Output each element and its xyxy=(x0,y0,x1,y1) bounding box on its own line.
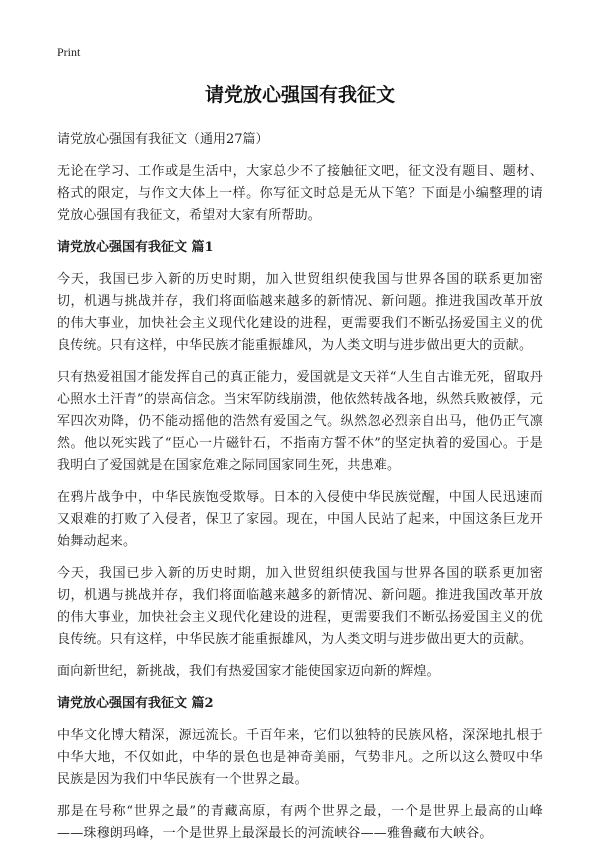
intro-paragraph: 无论在学习、工作或是生活中，大家总少不了接触征文吧，征文没有题目、题材、格式的限定，与作文大体上一样。你写征文时总是无从下笔？下面是小编整理的请党放心强国有我征文，希望对大家有所帮助。 xyxy=(57,164,543,223)
section-2 xyxy=(57,693,543,845)
section-heading: 请党放心强国有我征文 篇2 xyxy=(57,696,214,711)
paragraph: 那是在号称“世界之最”的青藏高原，有两个世界之最，一个是世界上最高的山峰——珠穆朗玛峰，一个是世界上最深最长的河流峡谷——雅鲁藏布大峡谷。 xyxy=(57,804,543,841)
paragraph: 面向新世纪，新挑战，我们有热爱国家才能使国家迈向新的辉煌。 xyxy=(57,664,440,679)
print-link[interactable]: Print xyxy=(57,45,81,59)
paragraph: 今天，我国已步入新的历史时期，加入世贸组织使我国与世界各国的联系更加密切，机遇与挑战并存，我们将面临越来越多的新情况、新问题。推进我国改革开放的伟大事业，加快社会主义现代化建设的进程，更需要我们不断弘扬爱国主义的优良传统。只有这样，中华民族才能重振雄风，为人类文明与进步做出更大的贡献。 xyxy=(57,566,543,647)
section-1 xyxy=(57,237,543,683)
paragraph: 今天，我国已步入新的历史时期，加入世贸组织使我国与世界各国的联系更加密切，机遇与挑战并存，我们将面临越来越多的新情况、新问题。推进我国改革开放的伟大事业，加快社会主义现代化建设的进程，更需要我们不断弘扬爱国主义的优良传统。只有这样，中华民族才能重振雄风，为人类文明与进步做出更大的贡献。 xyxy=(57,272,543,353)
paragraph: 在鸦片战争中，中华民族饱受欺辱。日本的入侵使中华民族觉醒，中国人民迅速而又艰难的打败了入侵者，保卫了家园。现在，中国人民站了起来，中国这条巨龙开始舞动起来。 xyxy=(57,490,543,549)
document-subtitle: 请党放心强国有我征文（通用27篇） xyxy=(57,132,269,147)
paragraph: 中华文化博大精深，源远流长。千百年来，它们以独特的民族风格，深深地扎根于中华大地，不仅如此，中华的景色也是神奇美丽，气势非凡。之所以这么赞叹中华民族是因为我们中华民族有一个世界之最。 xyxy=(57,728,543,787)
paragraph: 只有热爱祖国才能发挥自己的真正能力，爱国就是文天祥“人生自古谁无死，留取丹心照水土汗青”的崇高信念。当宋军防线崩溃，他依然转战各地，纵然兵败被俘，元军四次劝降，仍不能动摇他的浩然有爱国之气。纵然忽必烈亲自出马，他仍正气凛然。他以死实践了“臣心一片磁针石，不指南方誓不休”的坚定执着的爱国心。于是我明白了爱国就是在国家危难之际同国家同生死，共患难。 xyxy=(57,370,543,473)
page-title: 请党放心强国有我征文 xyxy=(204,84,395,106)
section-heading: 请党放心强国有我征文 篇1 xyxy=(57,240,214,255)
